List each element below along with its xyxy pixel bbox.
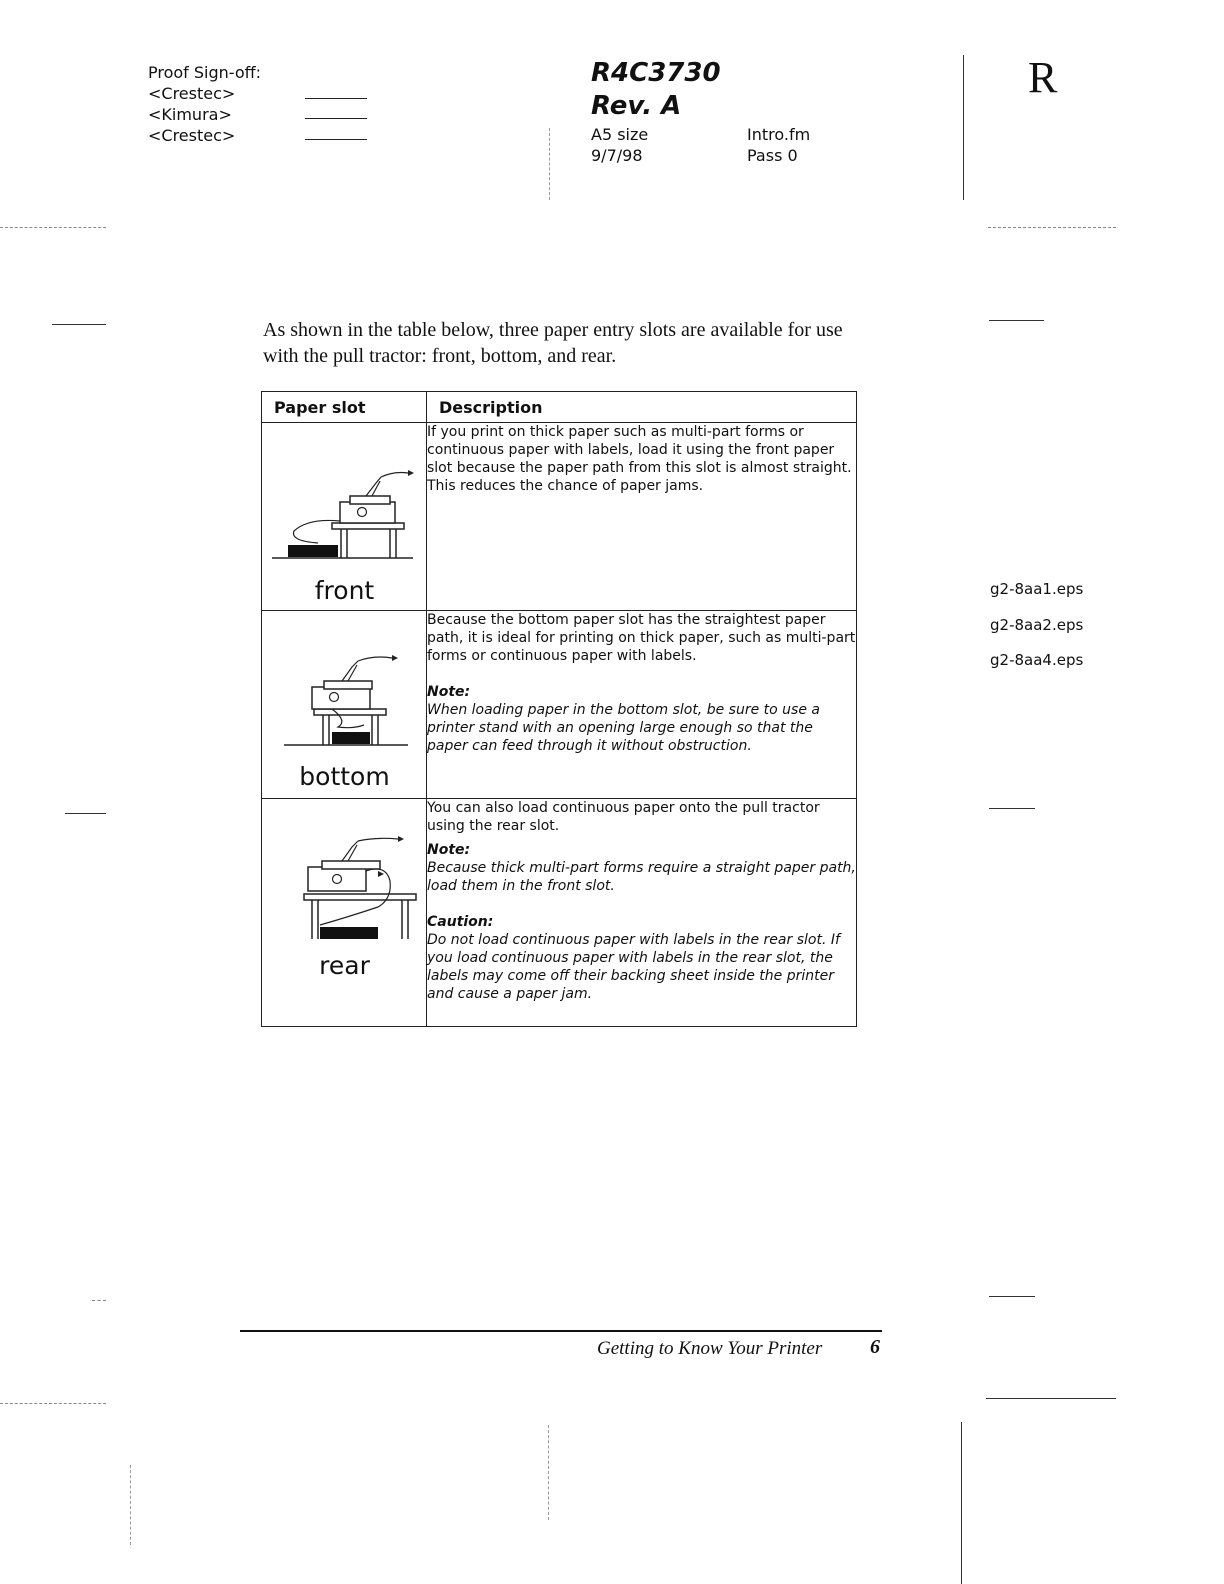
intro-paragraph: As shown in the table below, three paper entry slots are available for use with the pull tractor: front, bottom, and rear. bbox=[263, 319, 843, 367]
description-cell bbox=[427, 611, 857, 799]
proof-title: Proof Sign-off: bbox=[148, 63, 262, 82]
note-label: Note: bbox=[427, 842, 471, 858]
note-label: Note: bbox=[427, 684, 471, 700]
table-header-row bbox=[262, 392, 857, 423]
signer: <Crestec> bbox=[148, 84, 236, 103]
proof-signoff bbox=[148, 62, 261, 146]
doc-size: A5 size bbox=[591, 125, 649, 144]
bottom-slot-illustration bbox=[268, 621, 418, 766]
crop-mark bbox=[961, 1422, 962, 1584]
slot-label-front: front bbox=[314, 576, 375, 605]
doc-revision: Rev. A bbox=[591, 91, 682, 121]
crop-mark bbox=[986, 1398, 1116, 1399]
slot-cell bbox=[262, 423, 427, 611]
crop-mark bbox=[0, 227, 106, 228]
crop-mark bbox=[130, 1465, 131, 1545]
note-text: Because thick multi-part forms require a straight paper path, load them in the front slot. bbox=[427, 860, 856, 894]
slot-cell bbox=[262, 611, 427, 799]
description-text: You can also load continuous paper onto the pull tractor using the rear slot. bbox=[427, 800, 820, 834]
caution-text: Do not load continuous paper with labels in the rear slot. If you load continuous paper with labels in the rear slot, the labels may come off their backing sheet inside the printer and cause a paper jam. bbox=[427, 932, 840, 1002]
side-file-name: g2-8aa1.eps bbox=[990, 580, 1084, 598]
doc-date: 9/7/98 bbox=[591, 146, 643, 165]
signature-line bbox=[305, 139, 367, 140]
signature-line bbox=[305, 98, 367, 99]
crop-mark bbox=[989, 320, 1044, 321]
corner-mark: R bbox=[1028, 53, 1058, 102]
footer-title: Getting to Know Your Printer bbox=[597, 1338, 823, 1359]
caution-label: Caution: bbox=[427, 914, 494, 930]
crop-mark bbox=[989, 1296, 1035, 1297]
signature-line bbox=[305, 118, 367, 119]
crop-mark bbox=[963, 55, 964, 200]
side-file-name: g2-8aa4.eps bbox=[990, 651, 1084, 669]
crop-mark bbox=[65, 813, 106, 814]
table-row bbox=[262, 799, 857, 1027]
doc-code: R4C3730 bbox=[591, 58, 721, 88]
column-header: Description bbox=[427, 392, 857, 423]
rear-slot-illustration bbox=[268, 809, 418, 954]
crop-mark bbox=[548, 1425, 549, 1520]
crop-mark bbox=[989, 808, 1035, 809]
paper-slot-table bbox=[261, 391, 857, 1027]
slot-cell bbox=[262, 799, 427, 1027]
footer-rule bbox=[240, 1330, 882, 1332]
page-number: 6 bbox=[870, 1336, 880, 1358]
crop-mark bbox=[0, 1403, 106, 1404]
column-header: Paper slot bbox=[262, 392, 427, 423]
crop-mark bbox=[988, 227, 1116, 228]
doc-file: Intro.fm bbox=[747, 125, 811, 144]
slot-label-rear: rear bbox=[319, 951, 370, 980]
crop-mark bbox=[549, 128, 550, 200]
doc-pass: Pass 0 bbox=[747, 146, 798, 165]
front-slot-illustration bbox=[268, 433, 418, 578]
signer: <Crestec> bbox=[148, 126, 236, 145]
description-text: Because the bottom paper slot has the straightest paper path, it is ideal for printing on thick paper, such as multi-part forms or continuous paper with labels. bbox=[427, 612, 856, 664]
table-row bbox=[262, 423, 857, 611]
crop-mark bbox=[52, 324, 106, 325]
doc-size-date bbox=[591, 124, 648, 166]
table-row bbox=[262, 611, 857, 799]
signer: <Kimura> bbox=[148, 105, 232, 124]
note-text: When loading paper in the bottom slot, be sure to use a printer stand with an opening large enough so that the paper can feed through it without obstruction. bbox=[427, 702, 820, 754]
doc-id bbox=[591, 57, 721, 123]
side-file-name: g2-8aa2.eps bbox=[990, 616, 1084, 634]
crop-mark bbox=[92, 1300, 106, 1301]
doc-file-pass bbox=[747, 124, 810, 166]
description-text: If you print on thick paper such as multi-part forms or continuous paper with labels, load it using the front paper slot because the paper path from this slot is almost straight. This reduces the chance of paper jams. bbox=[427, 424, 852, 494]
slot-label-bottom: bottom bbox=[299, 762, 390, 791]
description-cell bbox=[427, 799, 857, 1027]
description-cell bbox=[427, 423, 857, 611]
